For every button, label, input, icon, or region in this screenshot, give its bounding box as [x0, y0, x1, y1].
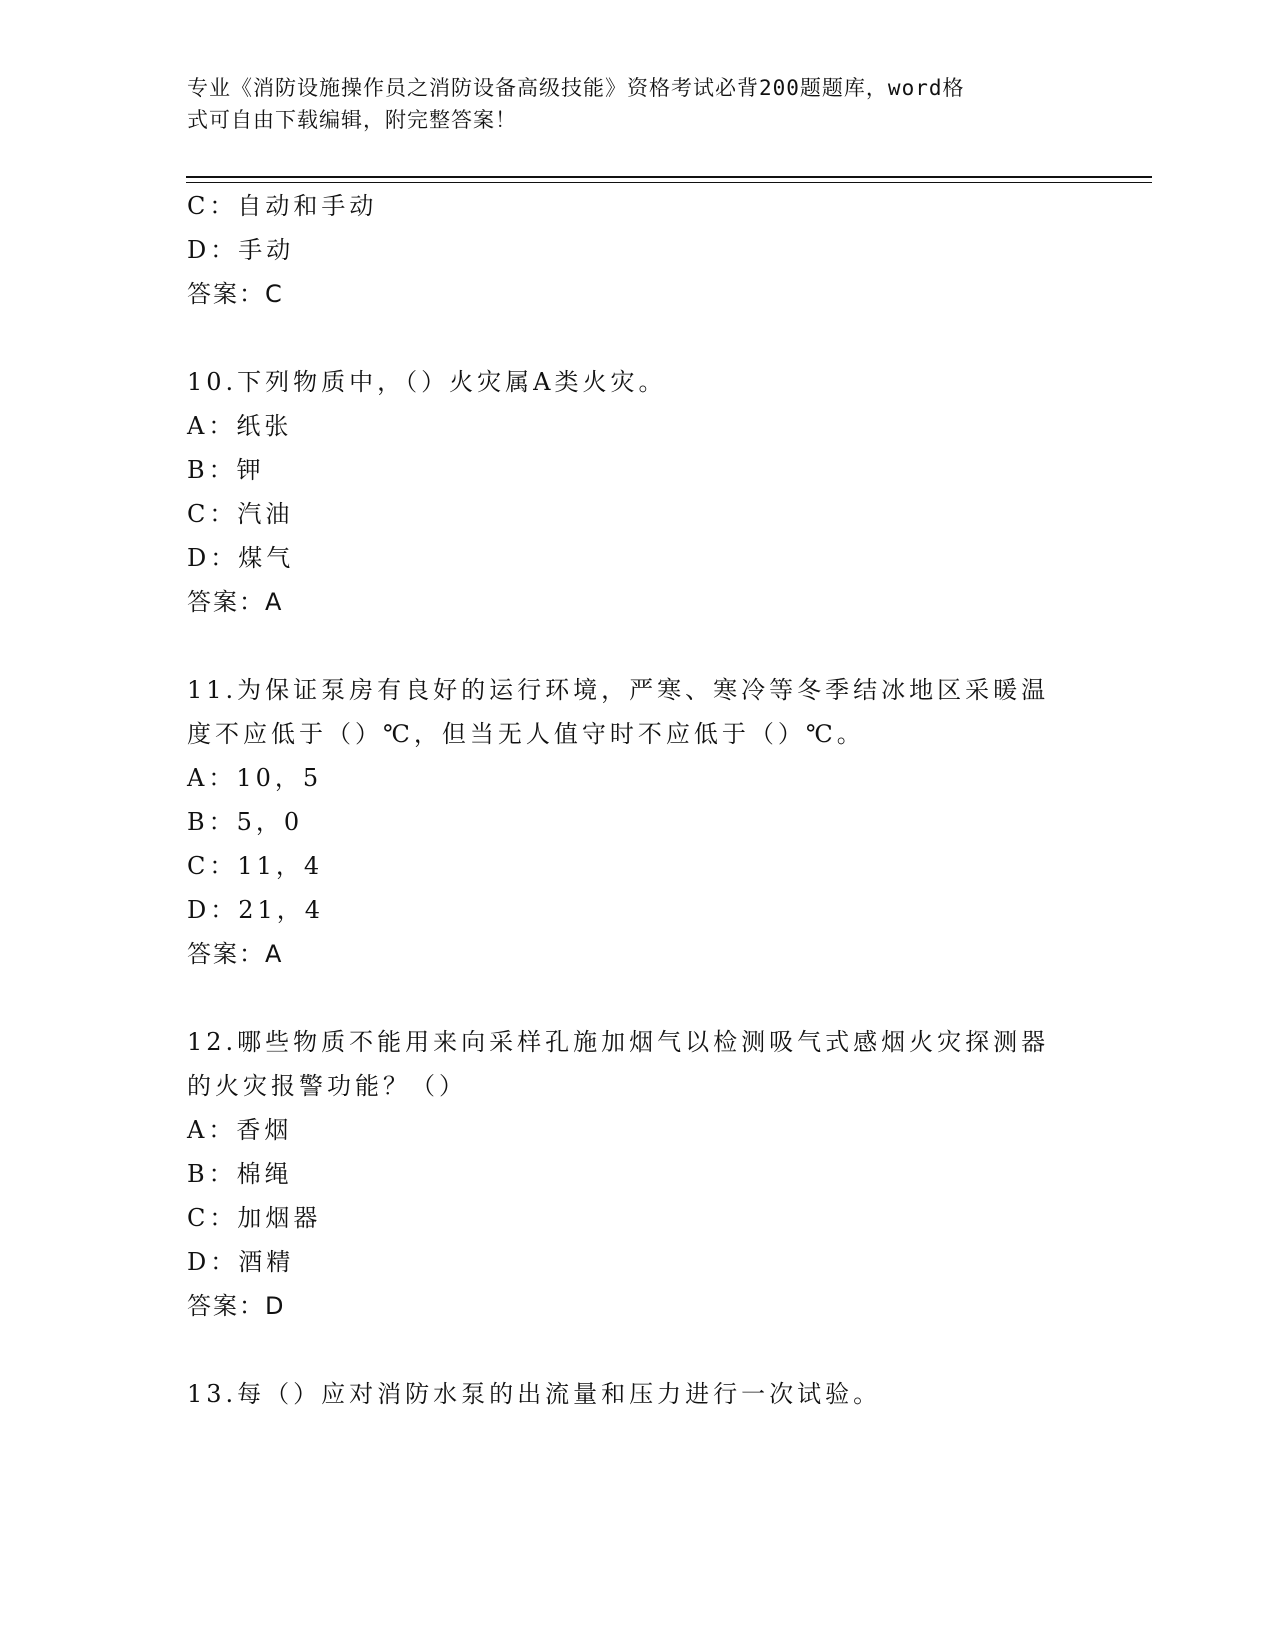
- answer-line: 答案：C: [187, 280, 284, 308]
- option-line: A：10，5: [187, 764, 323, 792]
- question-stem: 12.哪些物质不能用来向采样孔施加烟气以检测吸气式感烟火灾探测器: [187, 1028, 1050, 1056]
- option-line: C：自动和手动: [187, 192, 378, 220]
- question-stem: 13.每（）应对消防水泵的出流量和压力进行一次试验。: [187, 1380, 882, 1408]
- option-line: B：钾: [187, 456, 265, 484]
- question-stem: 10.下列物质中，（）火灾属A类火灾。: [187, 368, 667, 396]
- answer-line: 答案：A: [187, 940, 284, 968]
- option-line: B：5，0: [187, 808, 304, 836]
- answer-line: 答案：A: [187, 588, 284, 616]
- option-line: A：纸张: [187, 412, 293, 440]
- option-line: A：香烟: [187, 1116, 293, 1144]
- question-stem: 的火灾报警功能？（）: [187, 1072, 467, 1100]
- document-header: [187, 72, 1067, 136]
- option-line: C：加烟器: [187, 1204, 322, 1232]
- header-line: 专业《消防设施操作员之消防设备高级技能》资格考试必背200题题库，word格: [187, 76, 965, 100]
- option-line: D：手动: [187, 236, 295, 264]
- option-line: C：汽油: [187, 500, 294, 528]
- option-line: C：11，4: [187, 852, 324, 880]
- option-line: B：棉绳: [187, 1160, 293, 1188]
- header-rule: [186, 176, 1152, 178]
- option-line: D：酒精: [187, 1248, 295, 1276]
- question-stem: 度不应低于（）℃，但当无人值守时不应低于（）℃。: [187, 720, 865, 748]
- question-stem: 11.为保证泵房有良好的运行环境，严寒、寒冷等冬季结冰地区采暖温: [187, 676, 1050, 704]
- header-rule-secondary: [186, 182, 1152, 183]
- option-line: D：煤气: [187, 544, 295, 572]
- header-line: 式可自由下载编辑，附完整答案！: [187, 108, 517, 132]
- option-line: D：21，4: [187, 896, 325, 924]
- answer-line: 答案：D: [187, 1292, 286, 1320]
